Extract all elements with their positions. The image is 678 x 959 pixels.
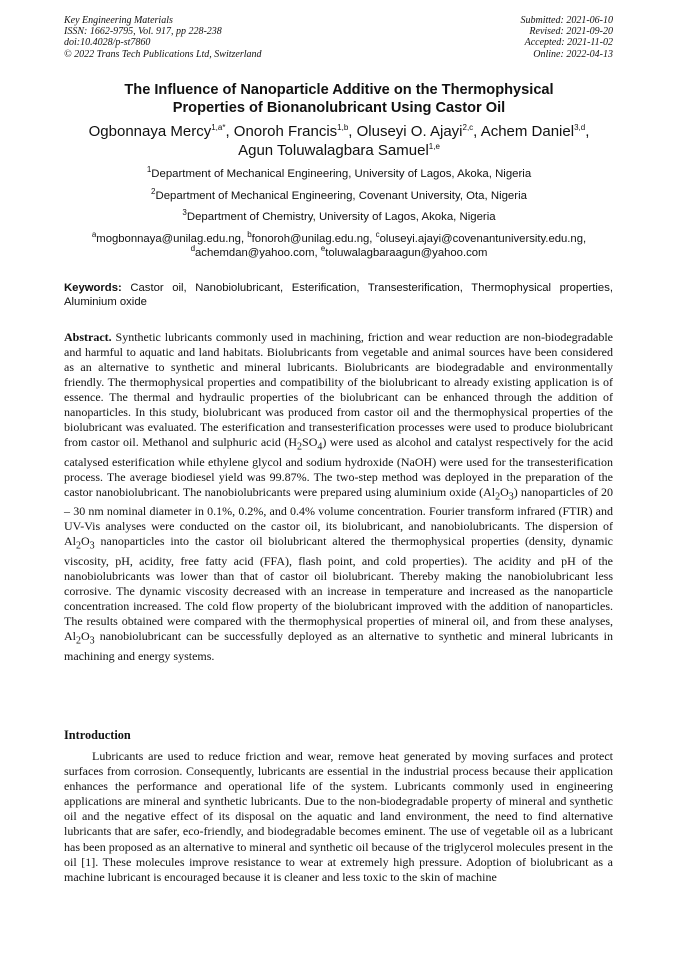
author-list — [40, 122, 638, 160]
date-submitted: Submitted: 2021-06-10 — [520, 15, 613, 26]
author-affil-marker: 2,c — [462, 123, 474, 132]
date-accepted: Accepted: 2021-11-02 — [524, 37, 613, 49]
author-affil-marker: 1,b — [337, 123, 349, 132]
author-affil-marker: 3,d — [574, 123, 586, 132]
introduction-paragraph: Lubricants are used to reduce friction and wear, remove heat generated by moving surfaces and protect surfaces from corrosion. Consequently, lubricants are essential in the industrial process because their application enhances the performance and operational life of the system. Lubricants commonly used in engineering applications are mineral and synthetic lubricants. Due to the non-biodegradable property of mineral and synthetic oil and the negative effect of its disposal on the aquatic and land environment, the need to find alternative lubricants that are safer, eco-friendly, and biodegradable becomes eminent. The use of vegetable oil as a lubricant has been proposed as an alternative to mineral and synthetic oil because of the triglycerol molecules present in the oil [1]. These molecules improve resistance to wear at extremely high pressure. Adoption of biolubricant as a machine lubricant is encouraged because it is cleaner and less toxic to the skin of machine — [64, 749, 613, 884]
journal-name: Key Engineering Materials — [64, 15, 173, 26]
keywords-block — [64, 281, 613, 309]
author-name: Ogbonnaya Mercy — [88, 123, 212, 140]
publication-dates — [521, 15, 614, 60]
journal-doi[interactable]: doi:10.4028/p-st7860 — [64, 37, 151, 49]
journal-issn: ISSN: 1662-9795, Vol. 917, pp 228-238 — [64, 26, 222, 38]
email-line-2: $^d$achemdan@yahoo.com, $^e$toluwalagbaraagun@yahoo.com — [190, 244, 488, 259]
email-link[interactable]: fonoroh@unilag.edu.ng — [251, 233, 370, 245]
email-link[interactable]: toluwalagbaraagun@yahoo.com — [325, 247, 488, 259]
journal-info — [64, 15, 262, 60]
keywords-label: Keywords: — [64, 282, 122, 294]
abstract-block: Abstract. Synthetic lubricants commonly used in machining, friction and wear reduction are non-biodegradable and harmful to aquatic and land habitats. Biolubricants from vegetable and animal sources have been considered as an alternative to synthetic and mineral lubricants. Biolubricants are biodegradable and environmentally friendly. The thermophysical properties and compatibility of the biolubricant to already existing application is of essence. The thermal and hydraulic properties of the biolubricant can be enhanced through the addition of nanoparticles. In this study, biolubricant was produced from castor oil and the thermophysical properties of the biolubricant was evaluated. The esterification and transesterification processes were used to produce biolubricant from castor oil. Methanol and sulphuric acid $(H_2SO_4)$ were used as alcohol and catalyst respectively for the acid catalysed esterification while ethylene glycol and sodium hydroxide (NaOH) were used for the transesterification process. The average biodiesel yield was 99.87%. The two-step method was deployed in the preparation of the castor nanobiolubricant. The nanobiolubricants were prepared using aluminium oxide $(Al_2O_3)$ nanoparticles of 20 – 30 nm nominal diameter in 0.1%, 0.2%, and 0.4% volume concentration. Fourier transform infrared (FTIR) and UV-Vis analyses were conducted on the castor oil, its biolubricant, and nanobiolubricants. The dispersion of $Al_2O_3$ nanoparticles into the castor oil biolubricant altered the thermophysical properties (density, dynamic viscosity, pH, acidity, free fatty acid (FFA), flash point, and cold properties). The acidity and pH of the nanobiolubricants was lower than that of castor oil biolubricant. Thereby making the nanobiolubricant less corrosive. The dynamic viscosity decreased with an increase in temperature and increased as the nanoparticle concentration increased. The cold flow property of the biolubricant improved with the addition of nanoparticles. The results obtained were compared with the thermophysical properties of mineral oil, and from these analyses, $Al_2O_3$ nanobiolubricant can be successfully deployed as an alternative to synthetic and mineral lubricants in machining and energy systems. — [64, 330, 614, 663]
author-affil-marker: 1,e — [428, 142, 440, 151]
email-link[interactable]: oluseyi.ajayi@covenantuniversity.edu.ng — [379, 233, 583, 245]
affiliation-2: $^2$Department of Mechanical Engineering, Covenant University, Ota, Nigeria — [151, 187, 527, 202]
date-revised: Revised: 2021-09-20 — [529, 26, 613, 38]
author-affil-marker: 1,a* — [211, 123, 226, 132]
abstract-label: Abstract. — [64, 330, 112, 344]
journal-copyright: © 2022 Trans Tech Publications Ltd, Switzerland — [64, 48, 262, 60]
email-link[interactable]: mogbonnaya@unilag.edu.ng — [96, 233, 241, 245]
keywords-text: Castor oil, Nanobiolubricant, Esterification, Transesterification, Thermophysical properties, Aluminium oxide — [64, 282, 613, 308]
paper-title — [40, 82, 638, 117]
email-link[interactable]: achemdan@yahoo.com — [195, 247, 315, 259]
author-line-2 — [40, 141, 638, 160]
author-name: Agun Toluwalagbara Samuel — [238, 142, 429, 159]
author-name: Oluseyi O. Ajayi — [356, 123, 463, 140]
affiliation-3: $^3$Department of Chemistry, University of Lagos, Akoka, Nigeria — [182, 208, 496, 223]
title-line-1: The Influence of Nanoparticle Additive on the Thermophysical — [124, 82, 554, 98]
date-online: Online: 2022-04-13 — [533, 48, 613, 60]
author-emails — [50, 232, 628, 260]
affiliation-1: $^1$Department of Mechanical Engineering, University of Lagos, Akoka, Nigeria — [146, 165, 532, 180]
email-line-1: $^a$mogbonnaya@unilag.edu.ng, $^b$fonoroh@unilag.edu.ng, $^c$oluseyi.ajayi@covenantuniversity.edu.ng, — [91, 230, 587, 245]
introduction-heading: Introduction — [64, 728, 131, 742]
author-name: Achem Daniel — [480, 123, 575, 140]
title-line-2: Properties of Bionanolubricant Using Castor Oil — [172, 99, 506, 116]
author-line-1: Ogbonnaya Mercy$^{1,a*}$, Onoroh Francis$^{1,b}$, Oluseyi O. Ajayi$^{2,c}$, Achem Daniel$^{3,d}$, — [88, 123, 590, 140]
author-name: Onoroh Francis — [233, 123, 338, 140]
